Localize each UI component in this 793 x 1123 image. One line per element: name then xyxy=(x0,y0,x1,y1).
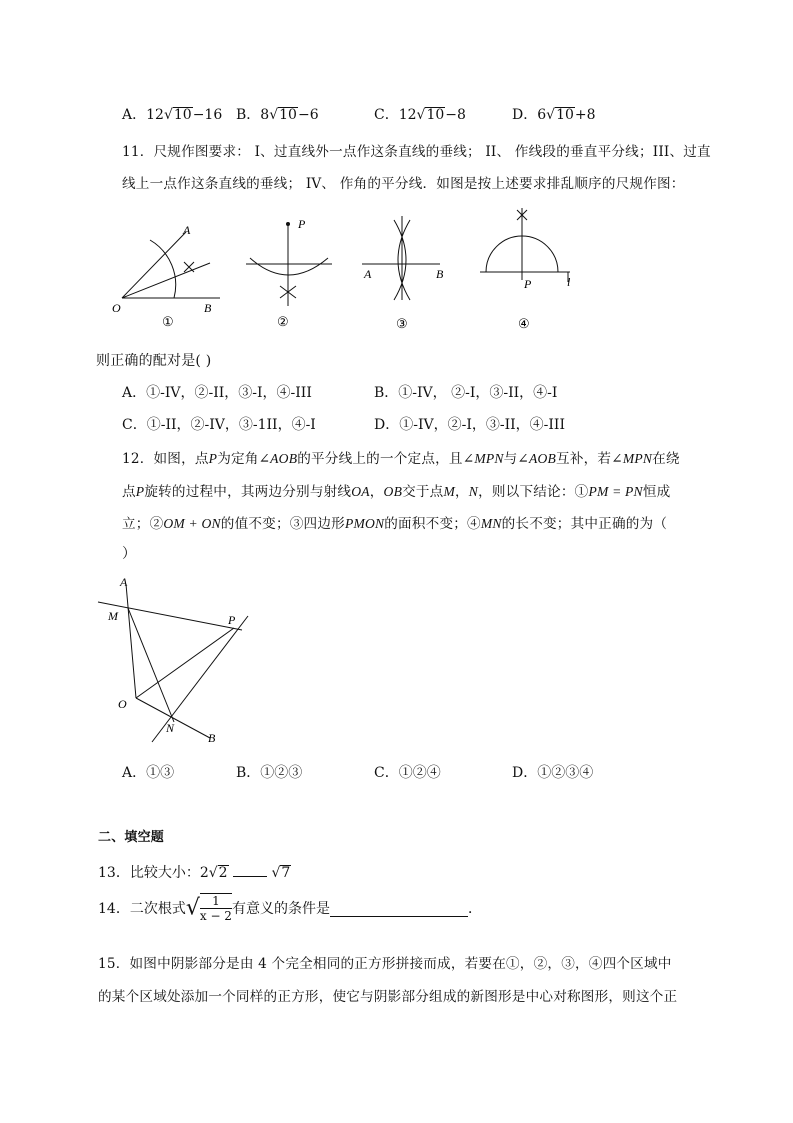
q10-option-c: C．12√10−8 xyxy=(374,107,466,123)
q12-label-m: M xyxy=(108,609,118,623)
q15-line-1: 15．如图中阴影部分是由 4 个完全相同的正方形拼接而成，若要在①，②，③，④四个区域中 xyxy=(98,956,672,972)
q11-option-a[interactable]: A．①-IV，②-II，③-I，④-III xyxy=(122,385,312,401)
figure-2-perpendicular-external xyxy=(246,224,332,306)
q12-line-4: ） xyxy=(122,546,137,562)
fig1-label-o: O xyxy=(112,301,121,315)
q10-option-d: D．6√10+8 xyxy=(512,107,596,123)
q12-line-2: 点P旋转的过程中，其两边分别与射线OA，OB交于点M，N，则以下结论：①PM = PN恒成 xyxy=(122,484,671,500)
q12-line-1: 12．如图，点P为定角∠AOB的平分线上的一个定点，且∠MPN与∠AOB互补，若∠MPN在绕 xyxy=(122,451,680,467)
q12-option-d[interactable]: D．①②③④ xyxy=(512,765,594,781)
fig4-number: ④ xyxy=(518,316,530,331)
fig2-number: ② xyxy=(277,314,289,329)
fig4-label-p: P xyxy=(524,277,532,291)
q11-option-c[interactable]: C．①-II，②-IV，③-1II，④-I xyxy=(122,417,316,433)
fig1-label-a: A xyxy=(183,223,191,237)
fig3-label-a: A xyxy=(364,267,372,281)
q12-label-p: P xyxy=(228,613,236,627)
q12-line-3: 立；②OM + ON的值不变；③四边形PMON的面积不变；④MN的长不变；其中正确的为（ xyxy=(122,516,668,532)
section-title: 二、填空题 xyxy=(98,830,165,845)
q14-answer-blank[interactable] xyxy=(330,900,468,917)
q12-figure xyxy=(90,572,260,752)
figure-3-perpendicular-bisector xyxy=(362,216,440,300)
fig4-label-l: l xyxy=(567,275,571,289)
q11-option-b[interactable]: B．①-IV， ②-I，③-II，④-I xyxy=(374,385,558,401)
q11-option-d[interactable]: D．①-IV，②-I，③-II，④-III xyxy=(374,417,565,433)
q12-option-b[interactable]: B．①②③ xyxy=(236,765,303,781)
q13-line: 13．比较大小：2√2 √7 xyxy=(98,865,291,881)
q10-option-b: B．8√10−6 xyxy=(236,107,319,123)
q12-label-n: N xyxy=(166,721,175,735)
fig2-label-p: P xyxy=(298,217,306,231)
q11-question: 则正确的配对是( ) xyxy=(96,353,212,369)
figure-1-angle-bisector xyxy=(122,232,220,298)
q12-label-o: O xyxy=(118,697,127,711)
fig1-label-b: B xyxy=(204,301,212,315)
q15-line-2: 的某个区域处添加一个同样的正方形，使它与阴影部分组成的新图形是中心对称图形，则这个正 xyxy=(98,989,678,1005)
q12-option-c[interactable]: C．①②④ xyxy=(374,765,441,781)
q14-line: 14．二次根式√ $\frac{1}{x - 2}$ 有意义的条件是 ． xyxy=(98,894,482,923)
q11-line-2: 线上一点作这条直线的垂线； IV、 作角的平分线．如图是按上述要求排乱顺序的尺规作图： xyxy=(122,176,685,192)
q10-option-a: A．12√10−16 xyxy=(122,107,223,123)
fig3-number: ③ xyxy=(396,316,408,331)
q12-label-b: B xyxy=(208,731,216,745)
q12-option-a[interactable]: A．①③ xyxy=(122,765,175,781)
figure-4-perpendicular-on-line xyxy=(480,208,570,282)
fig3-label-b: B xyxy=(436,267,444,281)
q11-line-1: 11．尺规作图要求： I、过直线外一点作这条直线的垂线； II、 作线段的垂直平分线；III、过直 xyxy=(122,144,711,160)
q11-figures xyxy=(100,200,600,340)
q13-answer-blank[interactable] xyxy=(233,876,267,877)
fig1-number: ① xyxy=(162,314,174,329)
q12-label-a: A xyxy=(120,575,128,589)
